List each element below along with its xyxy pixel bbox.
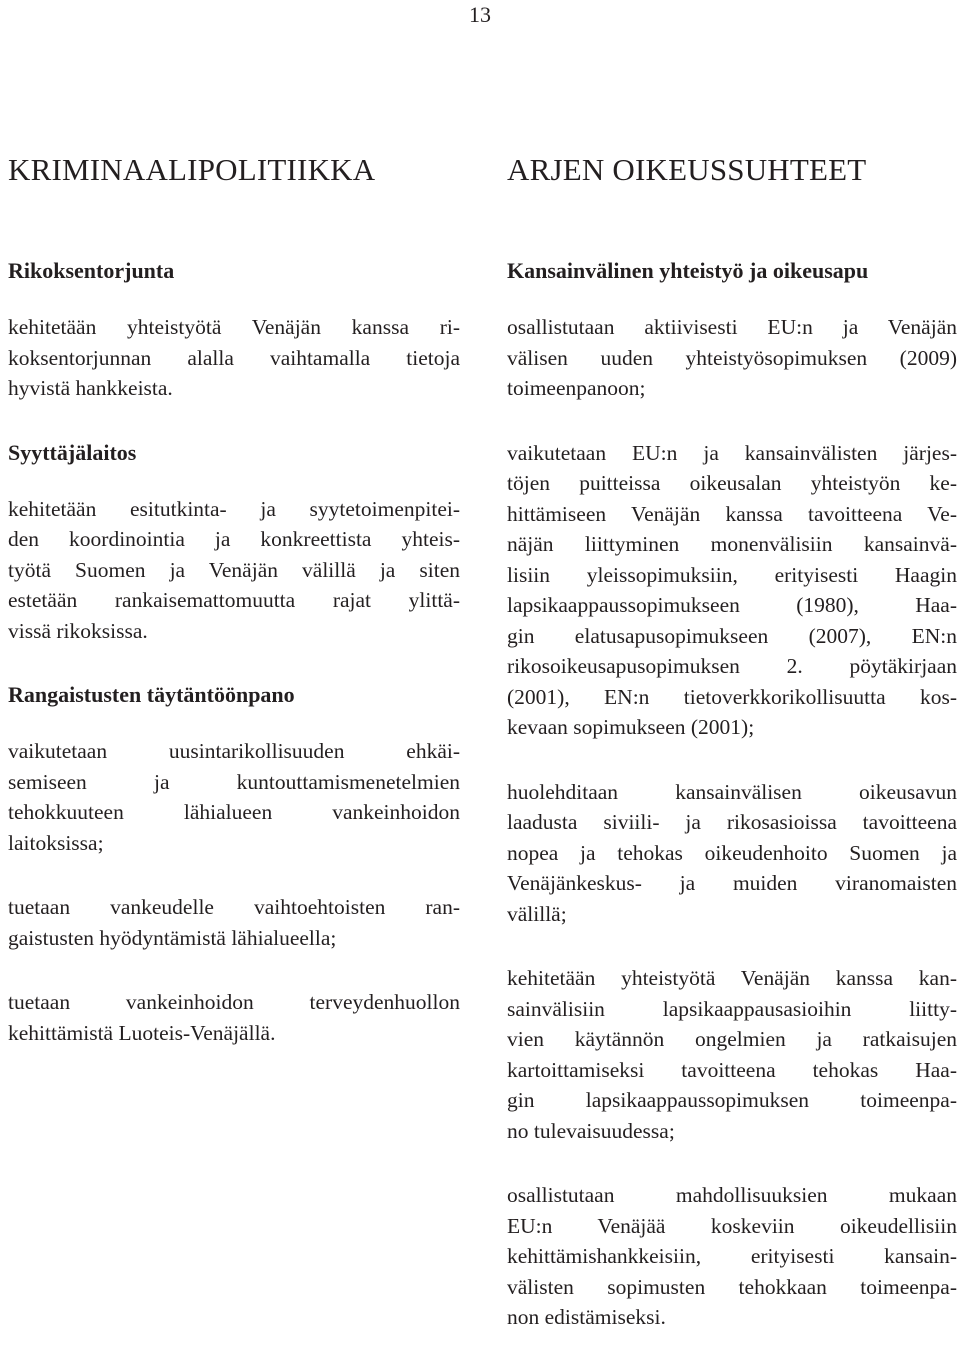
text-line: Venäjänkeskus- ja muiden viranomaisten bbox=[507, 871, 957, 895]
text-line: laadusta siviili- ja rikosasioissa tavoitteena bbox=[507, 810, 957, 834]
text-line: hyvistä hankkeista. bbox=[8, 376, 173, 400]
text-line: välisten sopimusten tehokkaan toimeenpa- bbox=[507, 1274, 957, 1299]
left-column bbox=[8, 150, 460, 1048]
paragraph bbox=[8, 736, 460, 858]
text-line: vaikutetaan uusintarikollisuuden ehkäi- bbox=[8, 739, 460, 763]
right-column bbox=[507, 150, 957, 1333]
text-line: osallistutaan mahdollisuuksien mukaan bbox=[507, 1183, 957, 1207]
text-line: vaikutetaan EU:n ja kansainvälisten järjes- bbox=[507, 440, 957, 465]
paragraph bbox=[507, 438, 957, 743]
section-heading: Rikoksentorjunta bbox=[8, 258, 175, 283]
text-line: hittämiseen Venäjän kanssa tavoitteena Ve- bbox=[507, 501, 957, 526]
text-line: kehitetään yhteistyötä Venäjän kanssa ri- bbox=[8, 315, 460, 339]
text-line: gin elatusapusopimukseen (2007), EN:n bbox=[507, 623, 957, 648]
text-line: kehitetään esitutkinta- ja syytetoimenpitei- bbox=[8, 496, 460, 521]
section-heading: Kansainvälinen yhteistyö ja oikeusapu bbox=[507, 258, 869, 283]
paragraph bbox=[8, 312, 460, 404]
text-line: näjän liittyminen monenvälisiin kansainvä- bbox=[507, 532, 957, 556]
text-line: laitoksissa; bbox=[8, 830, 104, 855]
text-line: semiseen ja kuntouttamismenetelmien bbox=[8, 769, 460, 794]
text-line: sainvälisiin lapsikaappausasioihin liitty- bbox=[507, 996, 957, 1021]
text-line: gaistusten hyödyntämistä lähialueella; bbox=[8, 925, 337, 950]
text-line: estetään rankaisemattomuutta rajat ylittä- bbox=[8, 588, 460, 612]
text-line: välillä; bbox=[507, 901, 567, 926]
right-column-title: ARJEN OIKEUSSUHTEET bbox=[507, 152, 867, 187]
text-line: nopea ja tehokas oikeudenhoito Suomen ja bbox=[507, 840, 957, 865]
text-line: lisiin yleissopimuksiin, erityisesti Haagin bbox=[507, 562, 957, 587]
text-line: rikosoikeusapusopimuksen 2. pöytäkirjaan bbox=[507, 654, 957, 678]
text-line: työtä Suomen ja Venäjän välillä ja siten bbox=[8, 557, 460, 582]
text-line: kartoittamiseksi tavoitteena tehokas Haa- bbox=[507, 1057, 957, 1082]
paragraph bbox=[507, 312, 957, 404]
text-line: tuetaan vankeudelle vaihtoehtoisten ran- bbox=[8, 895, 460, 919]
text-line: toimeenpanoon; bbox=[507, 376, 646, 400]
text-line: kehittämishankkeisiin, erityisesti kansain- bbox=[507, 1244, 957, 1268]
paragraph bbox=[8, 892, 460, 953]
text-line: den koordinointia ja konkreettista yhteis- bbox=[8, 527, 460, 551]
text-line: gin lapsikaappaussopimuksen toimeenpa- bbox=[507, 1088, 957, 1112]
section-heading: Rangaistusten täytäntöönpano bbox=[8, 682, 295, 707]
text-line: kehitetään yhteistyötä Venäjän kanssa kan- bbox=[507, 966, 957, 990]
paragraph bbox=[507, 1180, 957, 1333]
text-line: kehittämistä Luoteis-Venäjällä. bbox=[8, 1020, 276, 1045]
text-line: vien käytännön ongelmien ja ratkaisujen bbox=[507, 1027, 957, 1051]
paragraph bbox=[507, 963, 957, 1146]
left-column-title: KRIMINAALIPOLITIIKKA bbox=[8, 152, 376, 187]
paragraph bbox=[507, 777, 957, 930]
section-heading: Syyttäjälaitos bbox=[8, 439, 137, 465]
text-line: vissä rikoksissa. bbox=[8, 618, 148, 643]
text-line: töjen puitteissa oikeusalan yhteistyön ke- bbox=[507, 471, 957, 495]
text-line: lapsikaappaussopimukseen (1980), Haa- bbox=[507, 593, 957, 617]
text-line: non edistämiseksi. bbox=[507, 1305, 666, 1329]
text-line: koksentorjunnan alalla vaihtamalla tietoja bbox=[8, 345, 460, 370]
paragraph bbox=[8, 987, 460, 1048]
text-line: osallistutaan aktiivisesti EU:n ja Venäjän bbox=[507, 315, 957, 339]
text-line: no tulevaisuudessa; bbox=[507, 1118, 675, 1143]
text-line: EU:n Venäjää koskeviin oikeudellisiin bbox=[507, 1213, 957, 1238]
page-number: 13 bbox=[469, 2, 491, 27]
text-line: (2001), EN:n tietoverkkorikollisuutta kos- bbox=[507, 684, 957, 709]
text-line: tehokkuuteen lähialueen vankeinhoidon bbox=[8, 800, 460, 824]
text-line: välisen uuden yhteistyösopimuksen (2009) bbox=[507, 345, 957, 370]
text-line: tuetaan vankeinhoidon terveydenhuollon bbox=[8, 990, 460, 1014]
text-line: kevaan sopimukseen (2001); bbox=[507, 715, 755, 739]
text-line: huolehditaan kansainvälisen oikeusavun bbox=[507, 779, 957, 804]
paragraph bbox=[8, 494, 460, 647]
